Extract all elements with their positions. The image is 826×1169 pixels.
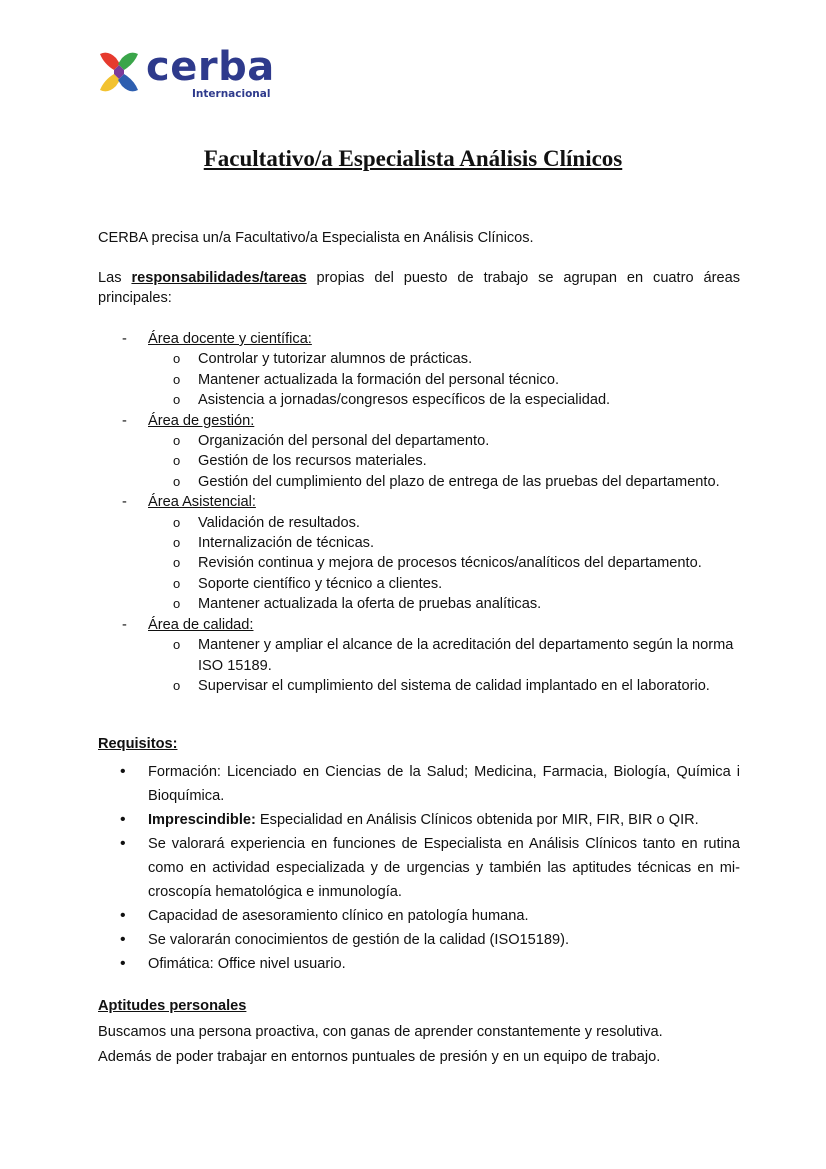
cerba-logo xyxy=(98,44,275,104)
area-label: Área de gestión: xyxy=(148,412,255,429)
circle-bullet: o xyxy=(173,473,181,489)
area-subitem xyxy=(98,553,738,573)
area-subitem-text: Asistencia a jornadas/congresos específicos de la especialidad. xyxy=(198,392,611,409)
responsibilities-after: propias del puesto de trabajo se agrupan en cuatro áreas principales: xyxy=(98,270,740,307)
requirement-item xyxy=(98,808,740,832)
area-subitem-text: Gestión del cumplimiento del plazo de entrega de las pruebas del departamento. xyxy=(198,473,720,490)
area-subitem xyxy=(98,594,738,614)
circle-bullet: o xyxy=(173,555,181,571)
area-item xyxy=(98,329,758,349)
requirement-text: Formación: Licenciado en Ciencias de la Salud; Medicina, Farmacia, Biología, Química i Bioquímica. xyxy=(148,764,740,804)
requirement-text: Se valorará experiencia en funciones de Especialista en Análisis Clínicos tanto en rutina como en actividad especializada y de urgencias y también las aptitudes técnicas en mi-croscopía hematológica e inmunología. xyxy=(148,836,740,900)
responsibilities-intro xyxy=(98,268,740,309)
logo-wordmark: cerba xyxy=(146,44,275,90)
bullet-dot: • xyxy=(120,931,126,948)
area-subitem-text: Soporte científico y técnico a clientes. xyxy=(198,575,443,592)
circle-bullet: o xyxy=(173,535,181,551)
bullet-dot: • xyxy=(120,811,126,828)
area-item xyxy=(98,492,758,512)
dash-bullet: - xyxy=(122,412,127,429)
area-subitem xyxy=(98,574,738,594)
intro-paragraph: CERBA precisa un/a Facultativo/a Especialista en Análisis Clínicos. xyxy=(98,230,534,246)
bullet-dot: • xyxy=(120,835,126,852)
area-subitem-text: Controlar y tutorizar alumnos de prácticas. xyxy=(198,351,473,368)
logo-subtitle: Internacional xyxy=(192,88,271,100)
circle-bullet: o xyxy=(173,514,181,530)
dash-bullet: - xyxy=(122,331,127,347)
area-subitem xyxy=(98,635,738,676)
circle-bullet: o xyxy=(173,392,181,408)
area-subitem-text: Organización del personal del departamento. xyxy=(198,433,490,450)
area-subitem xyxy=(98,349,738,369)
requirement-item xyxy=(98,832,740,904)
requirements-title: Requisitos: xyxy=(98,736,178,752)
circle-bullet: o xyxy=(173,371,181,387)
circle-bullet: o xyxy=(173,351,181,367)
area-subitem xyxy=(98,390,738,410)
area-subitem-text: Mantener actualizada la oferta de pruebas analíticas. xyxy=(198,596,542,613)
areas-list xyxy=(98,329,758,696)
circle-bullet: o xyxy=(173,453,181,469)
area-subitem-text: Gestión de los recursos materiales. xyxy=(198,453,427,470)
responsibilities-emphasis: responsabilidades/tareas xyxy=(131,270,307,286)
area-subitem xyxy=(98,513,738,533)
dash-bullet: - xyxy=(122,494,127,511)
requirement-item xyxy=(98,928,740,952)
requirement-text: Especialidad en Análisis Clínicos obtenida por MIR, FIR, BIR o QIR. xyxy=(255,812,699,828)
area-subitem xyxy=(98,533,738,553)
personal-text xyxy=(98,1020,758,1070)
requirement-text: Se valorarán conocimientos de gestión de la calidad (ISO15189). xyxy=(148,932,570,948)
area-label: Área docente y científica: xyxy=(148,331,312,347)
personal-title: Aptitudes personales xyxy=(98,998,247,1014)
bullet-dot: • xyxy=(120,955,126,972)
area-subitem-text: Supervisar el cumplimiento del sistema de calidad implantado en el laboratorio. xyxy=(198,677,710,694)
requirement-item xyxy=(98,904,740,928)
requirement-text: Ofimática: Office nivel usuario. xyxy=(148,956,346,972)
cerba-logo-icon xyxy=(98,50,140,94)
area-subitem-text: Validación de resultados. xyxy=(198,514,360,531)
area-label: Área de calidad: xyxy=(148,616,254,633)
area-item xyxy=(98,411,758,431)
personal-line: Además de poder trabajar en entornos puntuales de presión y en un equipo de trabajo. xyxy=(98,1049,661,1065)
area-subitem xyxy=(98,370,738,390)
requirement-item xyxy=(98,952,740,976)
area-subitem-text: Mantener y ampliar el alcance de la acreditación del departamento según la norma ISO 15189. xyxy=(198,637,734,674)
area-subitem-text: Mantener actualizada la formación del personal técnico. xyxy=(198,371,559,388)
area-subitem xyxy=(98,676,738,696)
document-title: Facultativo/a Especialista Análisis Clínicos xyxy=(203,146,623,171)
personal-line: Buscamos una persona proactiva, con ganas de aprender constantemente y resolutiva. xyxy=(98,1024,663,1040)
requirement-text: Capacidad de asesoramiento clínico en patología humana. xyxy=(148,908,529,924)
dash-bullet: - xyxy=(122,616,127,633)
circle-bullet: o xyxy=(173,637,181,653)
area-subitem-text: Revisión continua y mejora de procesos técnicos/analíticos del departamento. xyxy=(198,555,702,572)
circle-bullet: o xyxy=(173,596,181,612)
requirements-list xyxy=(98,760,740,976)
circle-bullet: o xyxy=(173,433,181,449)
area-subitem xyxy=(98,431,738,451)
responsibilities-before: Las xyxy=(98,270,132,286)
area-item xyxy=(98,615,758,635)
area-subitem-text: Internalización de técnicas. xyxy=(198,535,375,552)
area-label: Área Asistencial: xyxy=(148,494,256,511)
bullet-dot: • xyxy=(120,763,126,780)
requirement-bold: Imprescindible: xyxy=(148,812,256,828)
area-subitem xyxy=(98,472,738,492)
bullet-dot: • xyxy=(120,907,126,924)
area-subitem xyxy=(98,451,738,471)
requirement-item xyxy=(98,760,740,808)
circle-bullet: o xyxy=(173,677,181,693)
circle-bullet: o xyxy=(173,575,181,591)
